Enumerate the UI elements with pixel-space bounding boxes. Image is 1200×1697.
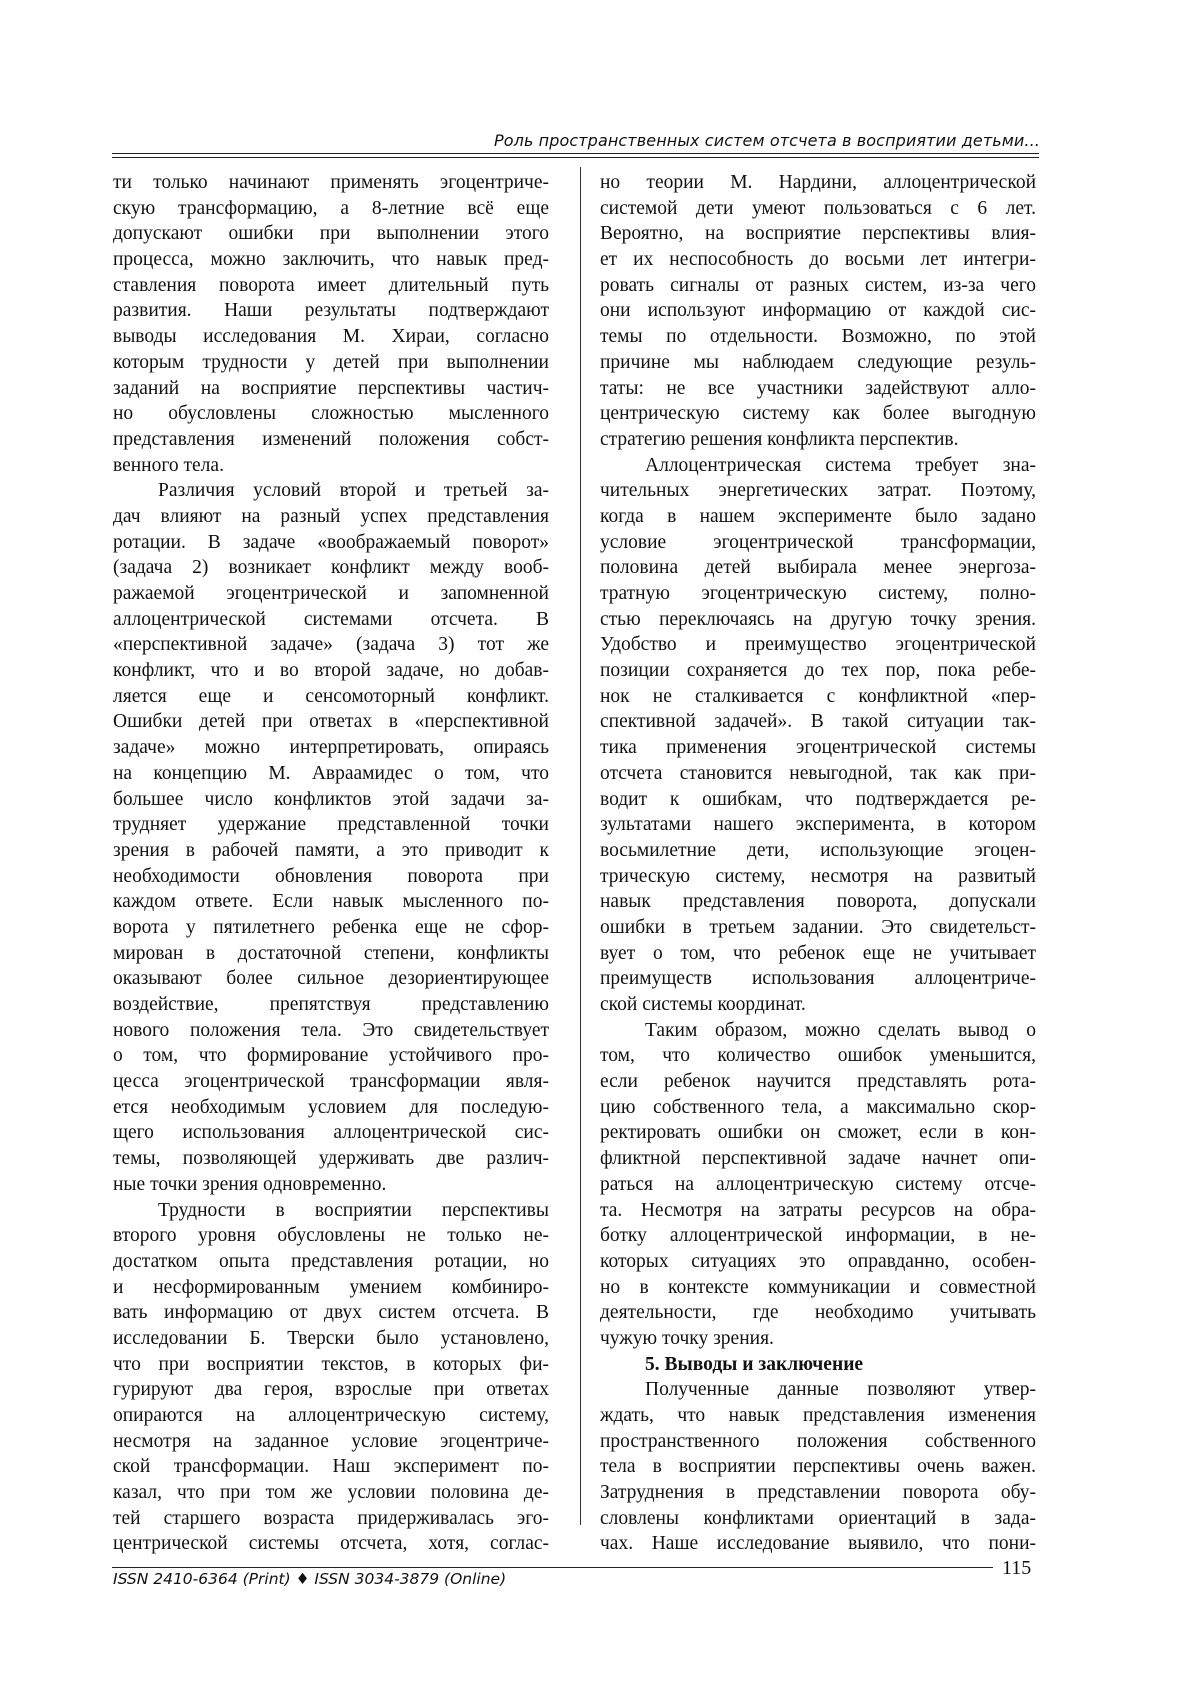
text-line: ные точки зрения одновременно. [113,1173,387,1195]
text-line: чужую точку зрения. [600,1327,774,1349]
text-line: спективной задачей». В такой ситуации так- [600,711,1036,733]
text-line: конфликт, что и во второй задаче, но добав- [113,660,549,682]
text-line: щего использования аллоцентрической сис- [113,1122,549,1144]
text-line: таты: не все участники задействуют алло- [600,377,1036,399]
text-line: водит к ошибкам, что подтверждается ре- [600,788,1036,810]
text-line: о том, что формирование устойчивого про- [113,1045,549,1067]
text-line: зультатами нашего эксперимента, в котором [600,814,1036,836]
text-line: представления изменений положения собст- [113,428,549,450]
text-line: условие эгоцентрической трансформации, [600,531,1036,553]
text-line: ждать, что навык представления изменения [600,1405,1036,1426]
text-line: вать информацию от двух систем отсчета. В [113,1302,549,1324]
text-line: опираются на аллоцентрическую систему, [113,1405,549,1426]
text-line: нок не сталкивается с конфликтной «пер- [600,685,1036,707]
text-line: что при восприятии текстов, в которых фи- [113,1353,549,1375]
text-line: «перспективной задаче» (задача 3) тот же [113,634,549,656]
text-line: оказывают более сильное дезориентирующее [113,968,549,990]
text-line: Таким образом, можно сделать вывод о [645,1019,1036,1041]
text-line: причине мы наблюдаем следующие резуль- [600,351,1036,373]
text-line: воздействие, препятствуя представлению [113,994,549,1015]
text-line: темы, позволяющей удерживать две различ- [113,1148,549,1170]
text-line: но обусловлены сложностью мысленного [113,403,549,425]
text-line: каждом ответе. Если навык мысленного по- [113,891,549,913]
text-line: вует о том, что ребенок еще не учитывает [600,942,1036,964]
header-rule-secondary [112,157,1039,158]
text-line: заданий на восприятие перспективы частич- [113,377,549,399]
text-line: словлены конфликтами ориентаций в зада- [600,1507,1036,1529]
text-line: ставления поворота имеет длительный путь [113,274,549,296]
text-line: чительных энергетических затрат. Поэтому, [600,480,1036,502]
text-line: которым трудности у детей при выполнении [113,351,549,373]
text-line: ражаемой эгоцентрической и запомненной [113,583,549,604]
text-line: мирован в достаточной степени, конфликты [113,942,549,964]
text-line: зрения в рабочей памяти, а это приводит к [113,839,549,861]
text-line: тратную эгоцентрическую систему, полно- [600,583,1036,604]
text-line: темы по отдельности. Возможно, по этой [600,326,1036,348]
header-rule [112,153,1039,154]
text-line: большее число конфликтов этой задачи за- [113,788,549,810]
left-column [113,170,549,1557]
text-line: скую трансформацию, а 8-летние всё еще [113,197,549,219]
running-head: Роль пространственных систем отсчета в восприятии детьми... [493,131,1040,150]
text-line: тела в восприятии перспективы очень важен. [600,1456,1036,1478]
text-line: Трудности в восприятии перспективы [158,1199,549,1221]
text-line: ляется еще и сенсомоторный конфликт. [113,685,549,707]
text-line: Вероятно, на восприятие перспективы влия- [600,223,1036,245]
page-number: 115 [1002,1557,1032,1579]
text-line: но в контексте коммуникации и совместной [600,1276,1036,1298]
text-line: они используют информацию от каждой сис- [600,300,1036,322]
text-line: Ошибки детей при ответах в «перспективной [113,711,549,733]
text-line: Аллоцентрическая система требует зна- [645,454,1036,476]
text-line: половина детей выбирала менее энергоза- [600,557,1036,579]
text-line: ректировать ошибки он сможет, если в кон- [600,1122,1036,1144]
text-line: том, что количество ошибок уменьшится, [600,1045,1036,1067]
text-line: казал, что при том же условии половина де- [113,1482,549,1504]
text-line: стью переключаясь на другую точку зрения. [600,608,1036,630]
text-line: выводы исследования М. Хираи, согласно [113,326,549,348]
text-line: ворота у пятилетнего ребенка еще не сфор- [113,916,549,938]
text-line: преимуществ использования аллоцентриче- [600,968,1036,990]
text-line: когда в нашем эксперименте было задано [600,505,1036,527]
text-line: если ребенок научится представлять рота- [600,1071,1036,1093]
text-line: ской системы координат. [600,994,806,1015]
text-line: процесса, можно заключить, что навык пред- [113,249,549,271]
text-line: исследовании Б. Тверски было установлено, [113,1327,549,1349]
text-line: цесса эгоцентрической трансформации явля- [113,1071,549,1093]
text-line: но теории М. Нардини, аллоцентрической [600,172,1036,193]
text-line: пространственного положения собственного [600,1430,1036,1452]
text-line: на концепцию М. Авраамидес о том, что [113,762,549,784]
text-line: и несформированным умением комбиниро- [113,1276,549,1298]
text-line: ротации. В задаче «воображаемый поворот» [113,531,549,553]
text-line: трическую систему, несмотря на развитый [600,865,1036,887]
text-line: гурируют два героя, взрослые при ответах [113,1379,549,1401]
text-line: допускают ошибки при выполнении этого [113,223,549,245]
text-line: фликтной перспективной задаче начнет опи- [600,1148,1036,1170]
column-divider [580,167,581,1525]
text-line: навык представления поворота, допускали [600,891,1036,913]
text-line: центрической системы отсчета, хотя, соглас- [113,1533,549,1555]
text-line: ровать сигналы от разных систем, из-за чего [600,274,1036,296]
text-line: Удобство и преимущество эгоцентрической [600,634,1036,656]
text-line: позиции сохраняется до тех пор, пока ребе- [600,660,1036,682]
text-line: Различия условий второй и третьей за- [158,480,549,502]
text-line: раться на аллоцентрическую систему отсче- [600,1173,1036,1195]
text-line: тей старшего возраста придерживалась эго- [113,1507,549,1529]
text-line: центрическую систему как более выгодную [600,403,1036,425]
text-line: достатком опыта представления ротации, но [113,1250,549,1272]
section-heading: 5. Выводы и заключение [645,1353,864,1375]
footer-issn: ISSN 2410-6364 (Print) ♦ ISSN 3034-3879 (Online) [113,1570,507,1588]
text-line: отсчета становится невыгодной, так как при- [600,762,1036,784]
text-line: нового положения тела. Это свидетельствует [113,1019,549,1041]
text-line: второго уровня обусловлены не только не- [113,1225,549,1247]
text-line: чах. Наше исследование выявило, что пони- [600,1533,1036,1555]
text-line: тика применения эгоцентрической системы [600,737,1036,759]
text-line: трудняет удержание представленной точки [113,814,549,836]
text-line: ет их неспособность до восьми лет интегри- [600,249,1036,271]
text-line: ской трансформации. Наш эксперимент по- [113,1456,549,1478]
text-line: развития. Наши результаты подтверждают [113,300,549,322]
text-line: ется необходимым условием для последую- [113,1096,549,1118]
text-line: ти только начинают применять эгоцентриче- [113,172,549,193]
text-line: ошибки в третьем задании. Это свидетельст- [600,916,1036,938]
text-line: необходимости обновления поворота при [113,865,549,887]
text-line: дач влияют на разный успех представления [113,505,549,527]
right-column [600,170,1036,1557]
text-line: та. Несмотря на затраты ресурсов на обра- [600,1199,1036,1221]
text-line: Полученные данные позволяют утвер- [645,1379,1036,1401]
text-line: стратегию решения конфликта перспектив. [600,428,959,450]
text-line: ботку аллоцентрической информации, в не- [600,1225,1036,1247]
text-line: венного тела. [113,454,224,476]
text-line: Затруднения в представлении поворота обу- [600,1482,1036,1504]
text-line: аллоцентрической системами отсчета. В [113,608,549,630]
text-line: цию собственного тела, а максимально скор- [600,1096,1036,1118]
footer-rule [112,1567,993,1568]
text-line: несмотря на заданное условие эгоцентриче- [113,1430,549,1452]
text-line: задаче» можно интерпретировать, опираясь [113,737,549,759]
text-line: которых ситуациях это оправданно, особен- [600,1250,1036,1272]
text-line: восьмилетние дети, использующие эгоцен- [600,839,1036,861]
text-line: (задача 2) возникает конфликт между вооб- [113,557,549,579]
text-line: деятельности, где необходимо учитывать [600,1302,1036,1324]
text-line: системой дети умеют пользоваться с 6 лет. [600,197,1036,219]
